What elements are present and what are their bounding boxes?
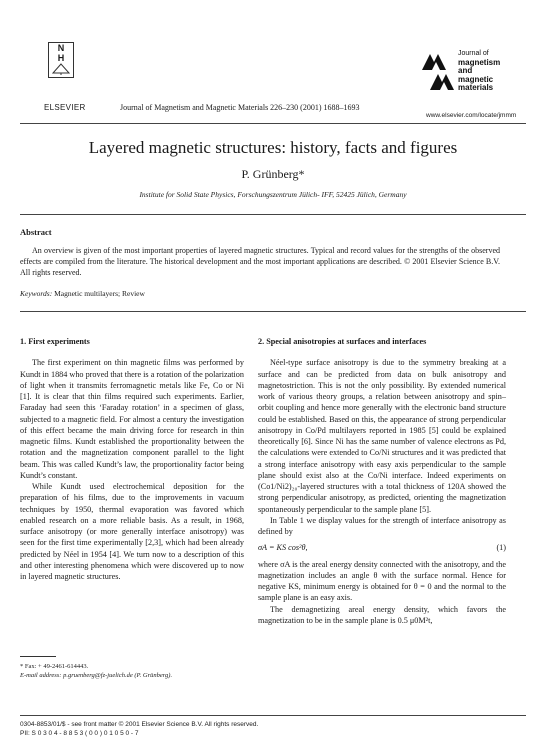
footnote-rule bbox=[20, 656, 56, 657]
journal-url[interactable]: www.elsevier.com/locate/jmmm bbox=[426, 112, 517, 119]
equation-1-body: σA = KS cos²θ, bbox=[258, 543, 308, 553]
section-1-heading: 1. First experiments bbox=[20, 337, 90, 346]
abstract-top-rule bbox=[20, 214, 526, 215]
publisher-logo-letter-n: N bbox=[57, 43, 65, 53]
section-1-paragraph-1: The first experiment on thin magnetic films was performed by Kundt in 1884 who proved that there is a rotation of the polarization of light when it transmits ferromagnetic metals like Fe, Co or Ni [1]. It is clear that thin films required such experiments. Earlier, Faraday had seen this ‘Faraday rotation’ in a specimen of glass, subjected to a magnetic field. For almost a century the investigation of this effect became the main driving force for research in thin magnetic films. Kundt established the proportionality between the rotation and the magnetization component parallel to the light beam. This was called Kundt’s law, the proportionality factor being Kundt’s constant. bbox=[20, 358, 244, 480]
abstract-heading: Abstract bbox=[20, 227, 52, 237]
bottom-rule bbox=[20, 715, 526, 716]
journal-logo-mark-icon bbox=[420, 50, 456, 94]
section-2-heading: 2. Special anisotropies at surfaces and interfaces bbox=[258, 337, 427, 346]
section-2-paragraph-3: where σA is the areal energy density connected with the anisotropy, and the magnetization includes an angle θ with the surface normal. Hence for negative KS, minimum energy is obtained for θ = 0 and the normal to the sample plane is an easy axis. bbox=[258, 559, 506, 603]
journal-logo-line: magnetism bbox=[458, 57, 501, 67]
section-1-paragraph-2: While Kundt used electrochemical deposition for the preparation of his films, due to the improvements in vacuum techniques by 1950, thermal evaporation was favored which enabled research on a more reliable basis. As a result, in 1968, surface anisotropy (or more generally interface anisotropy) was seen for the first time experimentally [2,3], which had been already predicted by Néel in 1954 [4]. We turn now to a description of this and other interesting phenomena which were discovered up to now in layered magnetic structures. bbox=[20, 482, 244, 581]
equation-1-number: (1) bbox=[496, 543, 506, 553]
journal-citation: Journal of Magnetism and Magnetic Materials 226–230 (2001) 1688–1693 bbox=[120, 103, 360, 112]
abstract-bottom-rule bbox=[20, 311, 526, 312]
footnote bbox=[20, 662, 260, 680]
footnote-fax: * Fax: + 49-2461-614443. bbox=[20, 663, 89, 670]
section-2-paragraph-4: The demagnetizing areal energy density, which favors the magnetization to be in the sample plane is 0.5 μ0M²t, bbox=[258, 604, 506, 625]
footnote-email[interactable]: E-mail address: p.gruenberg@fz-juelich.de (P. Grünberg). bbox=[20, 672, 173, 679]
article-title: Layered magnetic structures: history, facts and figures bbox=[88, 138, 458, 157]
keywords bbox=[20, 289, 145, 298]
section-2-paragraph-1: Néel-type surface anisotropy is due to the symmetry breaking at a surface and can be predicted from data on bulk anisotropy and magnetostriction. This is not the only possibility. By extended numerical work of various theory groups, a relation between anisotropy and spin–orbit coupling and hence more generally with the electronic band structure could be established. Based on this, the appearance of strong perpendicular anisotropy in Co/Pd multilayers reported in 1985 [5] could be explained theoretically [6]. Since Ni has the same number of valence electrons as Pd, the calculations were extended to Co/Ni structures and it was predicted that a strong interface anisotropy with easy axis perpendicular to the sample plane should exist also at the Co/Ni interface. Indeed experiments on (Co1/Ni2)₂₀-layered structures with a total thickness of 120A showed the strong perpendicular anisotropy, as predicted, orienting the magnetization spontaneously perpendicular to the sample plane [5]. bbox=[258, 358, 506, 514]
journal-logo-line: magnetic bbox=[458, 74, 494, 84]
pii-line: PII: S 0 3 0 4 - 8 8 5 3 ( 0 0 ) 0 1 0 5 0 - 7 bbox=[20, 730, 139, 737]
keywords-value: Magnetic multilayers; Review bbox=[54, 289, 145, 298]
publisher-logo-letter-h: H bbox=[57, 53, 65, 63]
tree-icon bbox=[49, 63, 73, 75]
journal-logo-text bbox=[458, 50, 500, 93]
journal-logo-line: Journal of bbox=[458, 50, 489, 57]
article-affiliation: Institute for Solid State Physics, Forschungszentrum Jülich- IFF, 52425 Jülich, Germany bbox=[139, 190, 407, 199]
left-column bbox=[20, 336, 244, 582]
equation-1 bbox=[258, 542, 506, 553]
section-2-paragraph-2: In Table 1 we display values for the strength of interface anisotropy as defined by bbox=[258, 515, 506, 536]
journal-logo bbox=[420, 44, 510, 104]
copyright-line: 0304-8853/01/$ - see front matter © 2001 Elsevier Science B.V. All rights reserved. bbox=[20, 721, 259, 728]
publisher-logo bbox=[48, 42, 74, 78]
header-rule bbox=[20, 123, 526, 124]
right-column bbox=[258, 336, 506, 626]
abstract-text: An overview is given of the most important properties of layered magnetic structures. Typical and record values for the strengths of the observed effects are compiled from the literature. The historical development and the most important applications are described. © 2001 Elsevier Science B.V. All rights reserved. bbox=[20, 246, 500, 277]
journal-logo-line: and bbox=[458, 66, 473, 75]
publisher-name: ELSEVIER bbox=[44, 103, 86, 112]
copyright-block bbox=[20, 720, 258, 738]
keywords-label: Keywords: bbox=[20, 289, 53, 298]
journal-logo-line: materials bbox=[458, 83, 494, 92]
article-author: P. Grünberg* bbox=[241, 167, 305, 181]
